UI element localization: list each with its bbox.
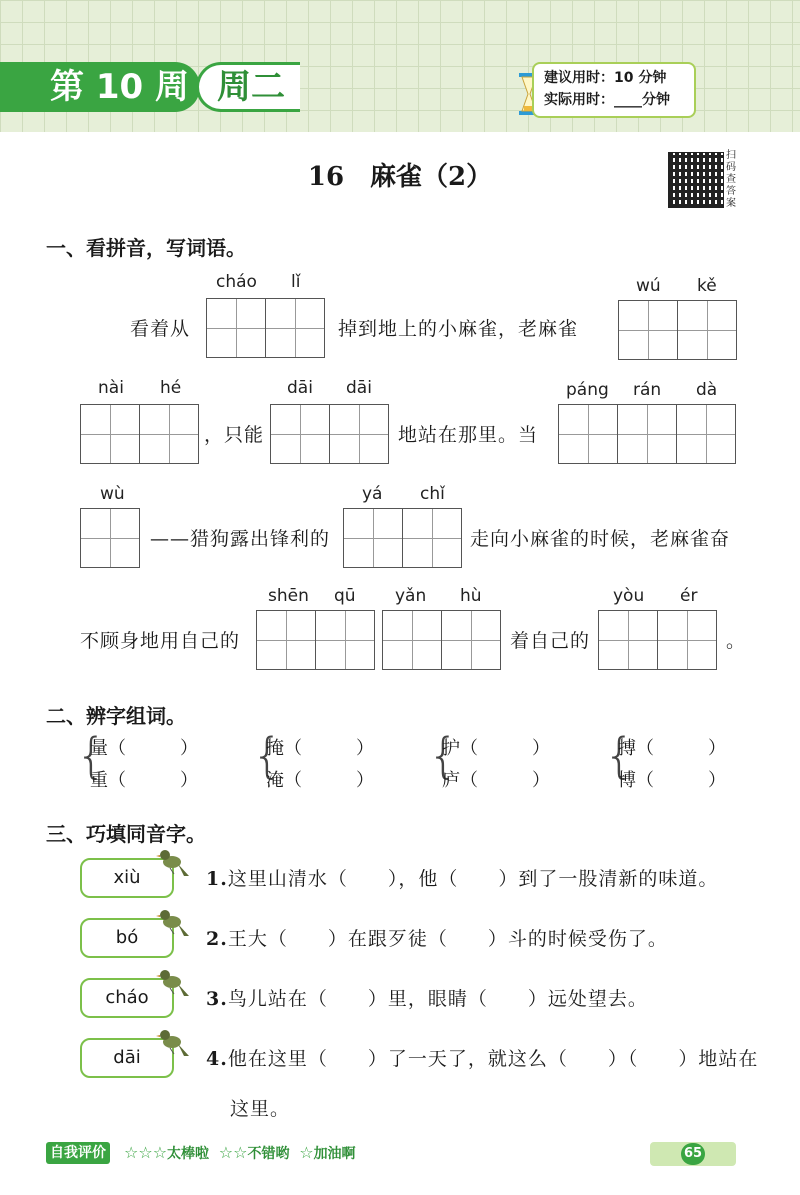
pinyin: hù	[460, 586, 482, 606]
pinyin: kě	[697, 276, 717, 296]
pair-bottom[interactable]: 淹（ ）	[266, 770, 374, 791]
text: 看着从	[130, 318, 191, 340]
answer-box[interactable]	[598, 610, 658, 670]
item-line	[206, 924, 668, 951]
pinyin-card: xiù	[80, 858, 174, 898]
suggested-time: 建议用时：10 分钟	[544, 70, 667, 86]
item-number: 1.	[206, 868, 228, 890]
answer-box[interactable]	[80, 508, 140, 568]
text: ——猎狗露出锋利的	[150, 528, 331, 550]
answer-box[interactable]	[618, 300, 678, 360]
pinyin: lǐ	[291, 272, 301, 292]
item-line	[206, 864, 718, 891]
pinyin: yòu	[613, 586, 645, 606]
brace: {	[76, 728, 107, 784]
actual-time: 实际用时：____分钟	[544, 92, 670, 108]
pinyin: qū	[334, 586, 356, 606]
pinyin: wú	[636, 276, 661, 296]
self-eval-ratings	[124, 1142, 356, 1165]
item-text: 他在这里（ ）了一天了，就这么（ ）（ ）地站在	[227, 1048, 759, 1070]
answer-box[interactable]	[617, 404, 677, 464]
rating-2-label: 不错哟	[247, 1146, 290, 1162]
page-title: 16 麻雀（2）	[307, 162, 493, 192]
text: 。	[726, 630, 747, 652]
answer-box[interactable]	[558, 404, 618, 464]
time-box	[532, 62, 696, 118]
bird-icon	[156, 1026, 190, 1060]
item-text: 这里山清水（ ），他（ ）到了一股清新的味道。	[227, 868, 719, 890]
text: ，只能	[204, 424, 265, 446]
section3-heading: 三、巧填同音字。	[46, 822, 206, 846]
pinyin: dà	[696, 380, 718, 400]
pinyin: wù	[100, 484, 125, 504]
pinyin: yá	[362, 484, 383, 504]
pinyin: shēn	[268, 586, 309, 606]
pinyin: rán	[633, 380, 662, 400]
answer-box[interactable]	[256, 610, 316, 670]
qr-label: 扫码查答案	[726, 150, 736, 209]
week-label: 第 10 周	[0, 62, 200, 112]
pinyin: páng	[566, 380, 609, 400]
pair-bottom[interactable]: 博（ ）	[618, 770, 726, 791]
pinyin-card: dāi	[80, 1038, 174, 1078]
brace: {	[604, 728, 635, 784]
item-number: 4.	[206, 1048, 228, 1070]
answer-box[interactable]	[139, 404, 199, 464]
item-number: 2.	[206, 928, 228, 950]
page-number-value: 65	[681, 1143, 705, 1165]
item-continuation: 这里。	[230, 1098, 291, 1120]
text: 掉到地上的小麻雀，老麻雀	[338, 318, 579, 340]
bird-icon	[156, 906, 190, 940]
section2-heading: 二、辨字组词。	[46, 704, 186, 728]
pinyin: dāi	[287, 378, 313, 398]
item-number: 3.	[206, 988, 228, 1010]
answer-box[interactable]	[676, 404, 736, 464]
rating-3-label: 加油啊	[313, 1146, 356, 1162]
star-icon[interactable]: ☆☆	[218, 1143, 248, 1162]
self-eval-label: 自我评价	[46, 1142, 110, 1164]
answer-box[interactable]	[329, 404, 389, 464]
answer-box[interactable]	[343, 508, 403, 568]
text: 着自己的	[510, 630, 591, 652]
brace: {	[252, 728, 283, 784]
text: 走向小麻雀的时候，老麻雀奋	[470, 528, 731, 550]
star-icon[interactable]: ☆	[299, 1143, 314, 1162]
answer-box[interactable]	[265, 298, 325, 358]
answer-box[interactable]	[315, 610, 375, 670]
item-text: 鸟儿站在（ ）里，眼睛（ ）远处望去。	[227, 988, 648, 1010]
bird-icon	[156, 966, 190, 1000]
star-icon[interactable]: ☆☆☆	[124, 1143, 168, 1162]
answer-box[interactable]	[80, 404, 140, 464]
pinyin: ér	[680, 586, 698, 606]
pair-bottom[interactable]: 重（ ）	[90, 770, 198, 791]
pair-bottom[interactable]: 庐（ ）	[442, 770, 550, 791]
brace: {	[428, 728, 459, 784]
answer-box[interactable]	[657, 610, 717, 670]
answer-box[interactable]	[402, 508, 462, 568]
pinyin: dāi	[346, 378, 372, 398]
pinyin-card: cháo	[80, 978, 174, 1018]
day-label: 周二	[196, 62, 300, 112]
pair-top[interactable]: 量（ ）	[90, 738, 198, 759]
answer-box[interactable]	[206, 298, 266, 358]
item-line	[206, 1044, 758, 1071]
pinyin: nài	[98, 378, 124, 398]
answer-box[interactable]	[382, 610, 442, 670]
qr-code-icon[interactable]	[668, 152, 724, 208]
pair-top[interactable]: 搏（ ）	[618, 738, 726, 759]
pinyin: yǎn	[395, 586, 427, 606]
section1-heading: 一、看拼音，写词语。	[46, 236, 246, 260]
pinyin: cháo	[216, 272, 257, 292]
rating-1-label: 太棒啦	[167, 1146, 210, 1162]
pinyin: hé	[160, 378, 182, 398]
item-text: 王大（ ）在跟歹徒（ ）斗的时候受伤了。	[227, 928, 668, 950]
answer-box[interactable]	[677, 300, 737, 360]
text: 地站在那里。当	[398, 424, 539, 446]
pair-top[interactable]: 掩（ ）	[266, 738, 374, 759]
pinyin: chǐ	[420, 484, 445, 504]
pinyin-card: bó	[80, 918, 174, 958]
pair-top[interactable]: 护（ ）	[442, 738, 550, 759]
item-line	[206, 984, 648, 1011]
answer-box[interactable]	[270, 404, 330, 464]
text: 不顾身地用自己的	[80, 630, 241, 652]
bird-icon	[156, 846, 190, 880]
answer-box[interactable]	[441, 610, 501, 670]
page-number	[650, 1142, 736, 1166]
